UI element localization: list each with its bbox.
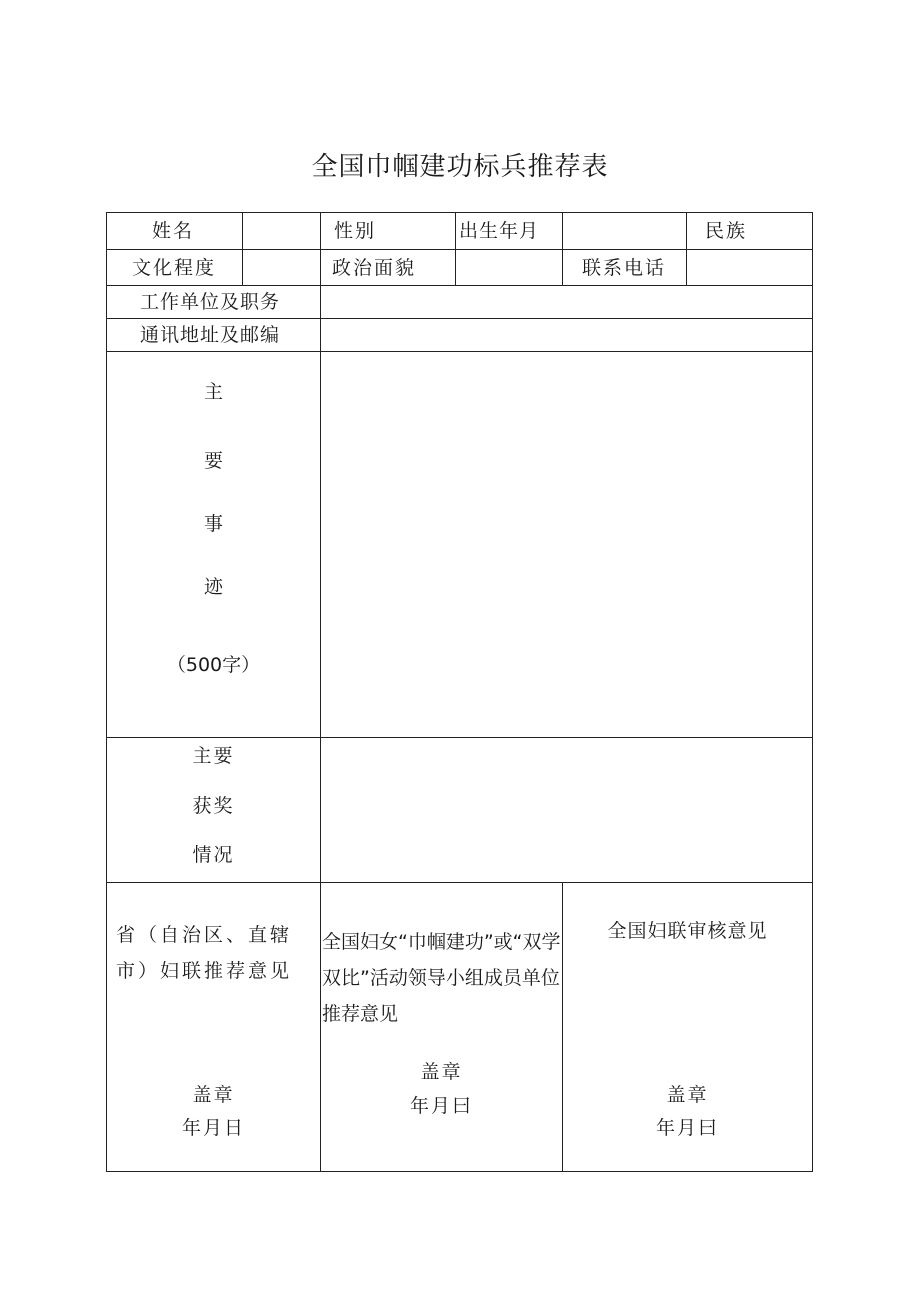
provincial-date-label: 年月日	[181, 1117, 245, 1139]
workplace-label: 工作单位及职务	[140, 291, 281, 313]
birth-date-label: 出生年月	[459, 220, 540, 242]
leading-group-date-label: 年月曰	[409, 1095, 473, 1117]
provincial-opinion-label: 省（自治区、直辖市）妇联推荐意见	[116, 924, 293, 982]
workplace-field[interactable]	[321, 286, 812, 317]
deeds-label-char: 要	[203, 450, 223, 472]
awards-field[interactable]	[321, 738, 812, 881]
education-label: 文化程度	[132, 257, 217, 279]
phone-field[interactable]	[687, 250, 812, 284]
provincial-seal-label: 盖章	[192, 1084, 235, 1106]
name-field[interactable]	[243, 213, 319, 248]
acwf-review-label: 全国妇联审核意见	[607, 920, 768, 942]
leading-group-opinion-label: 全国妇女“巾帼建功”或“双学双比”活动领导小组成员单位推荐意见	[322, 931, 561, 1025]
deeds-label-char: 迹	[203, 576, 223, 598]
awards-label-line: 获奖	[192, 795, 235, 817]
education-field[interactable]	[243, 250, 319, 284]
row-divider	[106, 882, 813, 883]
leading-group-seal-label: 盖章	[420, 1061, 463, 1083]
column-divider	[320, 212, 321, 285]
deeds-label-char: 主	[203, 381, 223, 403]
political-status-field[interactable]	[456, 250, 561, 284]
deeds-word-limit: （500字）	[166, 654, 261, 676]
gender-label: 性别	[334, 220, 377, 242]
acwf-date-label: 年月曰	[655, 1117, 719, 1139]
ethnicity-label: 民族	[705, 220, 748, 242]
phone-label: 联系电话	[582, 257, 667, 279]
address-field[interactable]	[321, 319, 812, 350]
ethnicity-field[interactable]	[756, 213, 812, 248]
birth-date-field[interactable]	[563, 213, 685, 248]
awards-label-line: 主要	[192, 745, 235, 767]
gender-field[interactable]	[389, 213, 454, 248]
acwf-seal-label: 盖章	[666, 1084, 709, 1106]
form-title: 全国巾帼建功标兵推荐表	[311, 152, 609, 182]
name-label: 姓名	[152, 220, 195, 242]
address-label: 通讯地址及邮编	[140, 324, 281, 346]
political-status-label: 政治面貌	[332, 257, 417, 279]
awards-label-line: 情况	[192, 844, 235, 866]
column-divider	[320, 882, 321, 1172]
deeds-field[interactable]	[321, 352, 812, 736]
deeds-label-char: 事	[203, 513, 223, 535]
